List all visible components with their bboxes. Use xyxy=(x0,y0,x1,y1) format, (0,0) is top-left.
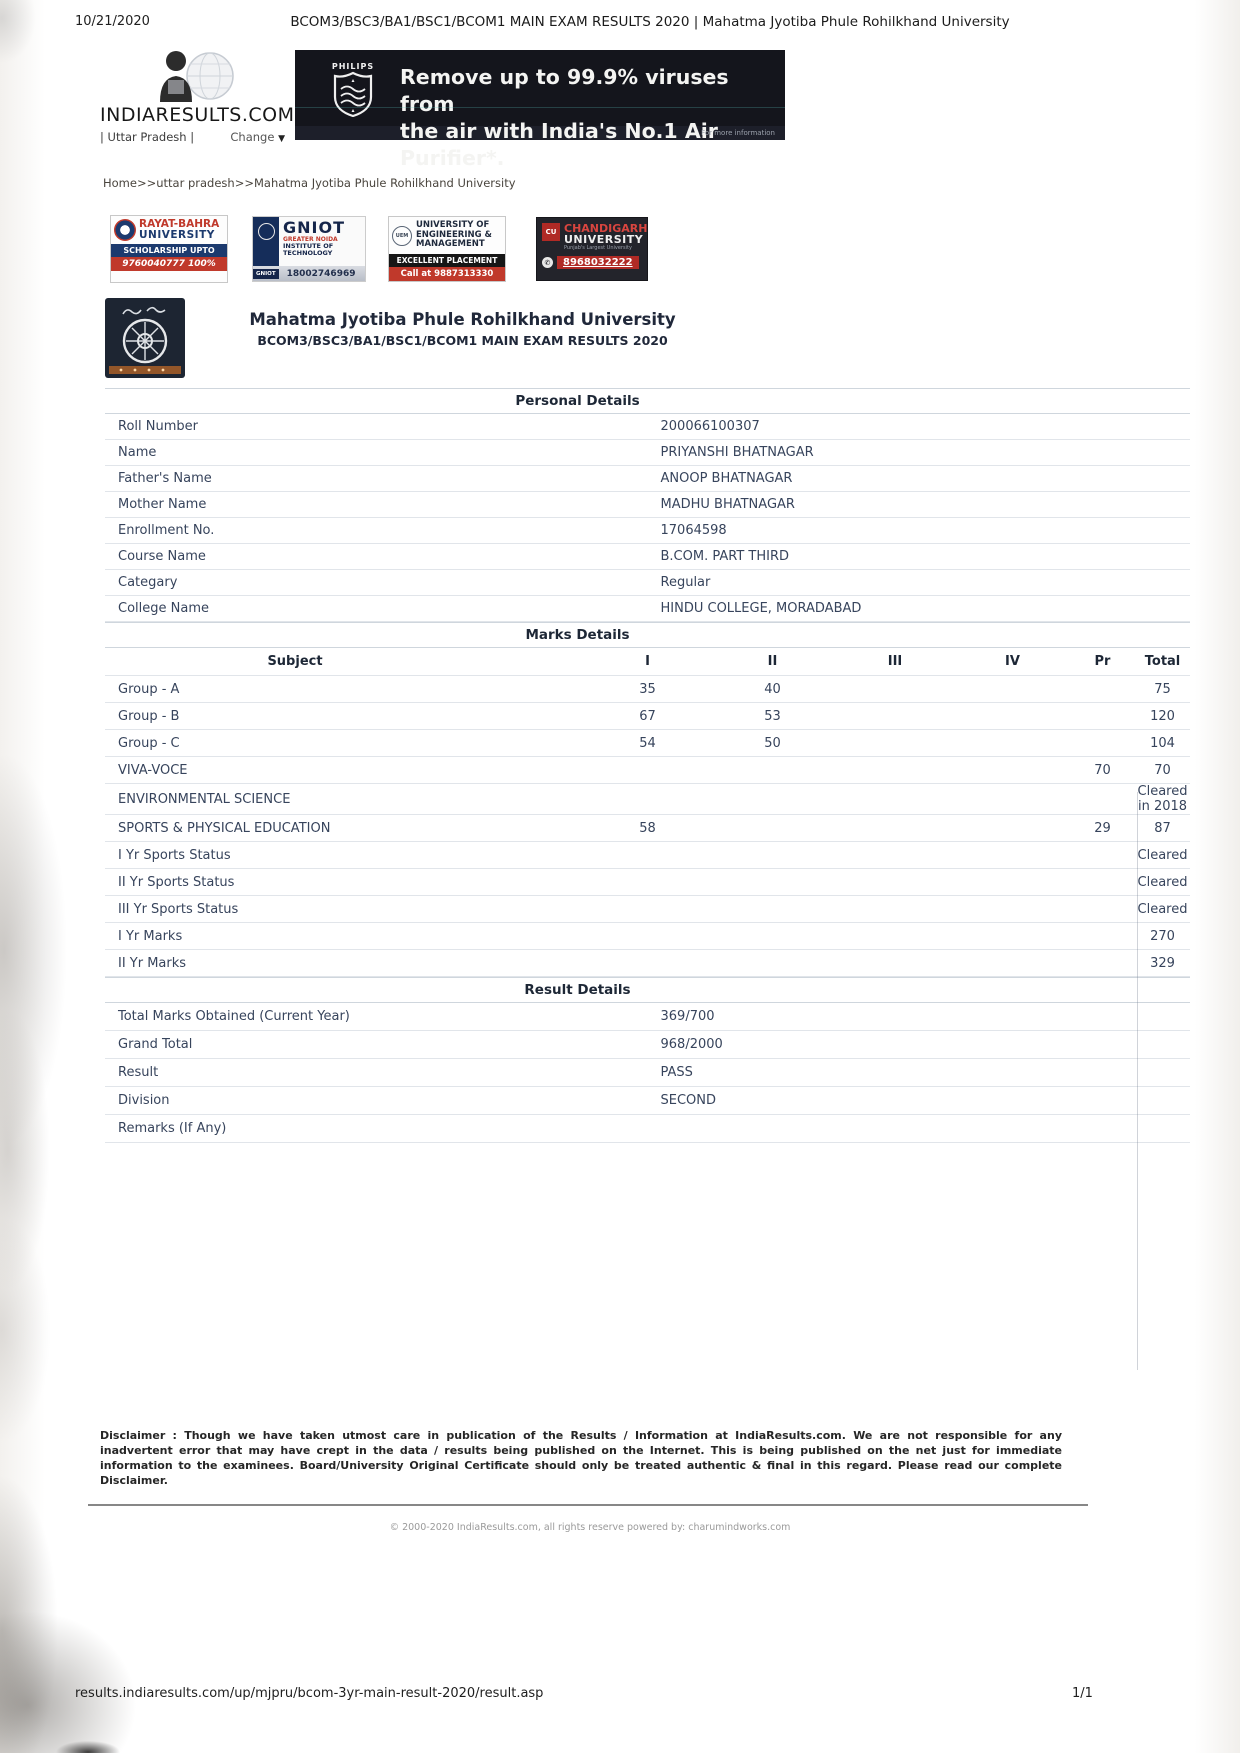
mark-cell xyxy=(1070,896,1135,923)
subject-cell: Group - A xyxy=(118,681,180,697)
marks-row xyxy=(105,950,1190,977)
copyright-text: © 2000-2020 IndiaResults.com, all rights reserve powered by: charumindworks.com xyxy=(389,1522,791,1533)
total-cell: Cleared xyxy=(1137,874,1188,890)
ad-strip-label: EXCELLENT PLACEMENT xyxy=(389,254,505,267)
column-header: III xyxy=(887,654,903,669)
region-change-button[interactable]: Change ▼ xyxy=(230,130,285,144)
total-cell: 120 xyxy=(1150,708,1175,724)
indiaresults-logo xyxy=(100,50,295,144)
marks-details-title: Marks Details xyxy=(525,627,630,643)
ad-tagline: Punjab's Largest University xyxy=(564,245,632,251)
table-row xyxy=(105,544,1190,570)
marks-row xyxy=(105,869,1190,896)
table-row xyxy=(105,466,1190,492)
mark-cell: 40 xyxy=(764,681,781,697)
subject-cell: VIVA-VOCE xyxy=(118,762,188,778)
total-cell: 104 xyxy=(1150,735,1175,751)
row-label: Roll Number xyxy=(118,419,198,434)
mark-cell xyxy=(710,896,835,923)
mark-cell xyxy=(955,950,1070,977)
mark-cell xyxy=(955,676,1070,703)
row-value: SECOND xyxy=(660,1093,717,1108)
subject-cell: II Yr Marks xyxy=(118,955,187,971)
subject-cell: ENVIRONMENTAL SCIENCE xyxy=(118,791,291,807)
table-row xyxy=(105,570,1190,596)
mark-cell xyxy=(1070,842,1135,869)
print-title: BCOM3/BSC3/BA1/BSC1/BCOM1 MAIN EXAM RESULTS 2020 | Mahatma Jyotiba Phule Rohilkhand University xyxy=(290,14,1010,30)
subject-cell: I Yr Sports Status xyxy=(118,847,231,863)
mark-cell xyxy=(955,896,1070,923)
philips-shield-icon xyxy=(333,71,373,117)
subject-cell: SPORTS & PHYSICAL EDUCATION xyxy=(118,820,331,836)
row-label: Division xyxy=(118,1093,170,1108)
mark-cell xyxy=(1070,703,1135,730)
row-label: College Name xyxy=(118,601,209,616)
footer-divider xyxy=(88,1504,1088,1506)
marks-details-table xyxy=(105,622,1190,977)
mark-cell xyxy=(955,842,1070,869)
mark-cell: 35 xyxy=(639,681,656,697)
row-label: Remarks (If Any) xyxy=(118,1121,227,1136)
row-label: Categary xyxy=(118,575,178,590)
subject-cell: II Yr Sports Status xyxy=(118,874,235,890)
mark-cell xyxy=(585,757,710,784)
ad-strip-label: SCHOLARSHIP UPTO xyxy=(111,244,227,257)
marks-row xyxy=(105,815,1190,842)
row-value: 200066100307 xyxy=(660,419,760,434)
mark-cell xyxy=(710,842,835,869)
mark-cell: 29 xyxy=(1094,820,1111,836)
table-row xyxy=(105,518,1190,544)
row-label: Result xyxy=(118,1065,159,1080)
row-value: PASS xyxy=(660,1065,693,1080)
mark-cell xyxy=(955,815,1070,842)
total-cell: 329 xyxy=(1150,955,1175,971)
result-sheet xyxy=(105,388,1190,1143)
mark-cell xyxy=(1070,784,1135,815)
university-logo xyxy=(105,298,185,378)
column-header: I xyxy=(645,654,650,669)
table-row xyxy=(105,596,1190,622)
table-row xyxy=(105,1087,1190,1115)
mark-cell xyxy=(835,869,955,896)
indiaresults-logo-icon xyxy=(138,50,248,102)
indiaresults-logo-text: INDIARESULTS.COM xyxy=(100,104,295,126)
mark-cell xyxy=(955,703,1070,730)
total-cell: 87 xyxy=(1154,820,1171,836)
mark-cell xyxy=(835,730,955,757)
column-header: Total xyxy=(1144,654,1181,669)
total-cell: 75 xyxy=(1154,681,1171,697)
total-cell: Cleared xyxy=(1137,847,1188,863)
mark-cell xyxy=(955,784,1070,815)
uem-logo-icon: UEM xyxy=(392,226,412,246)
philips-ad-banner[interactable] xyxy=(295,50,785,170)
row-value: B.COM. PART THIRD xyxy=(660,549,789,564)
ad-phone: Call at 9887313330 xyxy=(389,267,505,281)
mark-cell xyxy=(710,784,835,815)
marks-header-row xyxy=(105,648,1190,676)
mark-cell xyxy=(710,815,835,842)
column-header: IV xyxy=(1005,654,1020,669)
mark-cell xyxy=(835,923,955,950)
mark-cell xyxy=(1070,869,1135,896)
marks-row xyxy=(105,676,1190,703)
mark-cell xyxy=(1070,676,1135,703)
row-value: PRIYANSHI BHATNAGAR xyxy=(660,445,814,460)
row-label: Course Name xyxy=(118,549,206,564)
phone-icon: ✆ xyxy=(542,257,553,268)
disclaimer-text: Disclaimer : Though we have taken utmost care in publication of the Results / Information at IndiaResults.com. We are not responsible for any inadvertent error that may have crept in the data / results being published on the Internet. This is being published on the net just for immediate information to the examinees. Board/University Original Certificate should only be treated authentic & final in this regard. Please read our complete Disclaimer. xyxy=(100,1429,1062,1487)
row-label: Mother Name xyxy=(118,497,207,512)
mark-cell xyxy=(955,923,1070,950)
footer-url: results.indiaresults.com/up/mjpru/bcom-3yr-main-result-2020/result.asp xyxy=(75,1686,544,1701)
exam-title: BCOM3/BSC3/BA1/BSC1/BCOM1 MAIN EXAM RESULTS 2020 xyxy=(257,333,668,348)
row-value: MADHU BHATNAGAR xyxy=(660,497,795,512)
row-value: 369/700 xyxy=(660,1009,715,1024)
chandigarh-logo-icon: CU xyxy=(542,223,560,241)
mark-cell: 50 xyxy=(764,735,781,751)
mark-cell xyxy=(955,730,1070,757)
personal-details-title: Personal Details xyxy=(515,393,640,409)
marks-row xyxy=(105,842,1190,869)
table-row xyxy=(105,440,1190,466)
scan-artifact-line xyxy=(1137,792,1138,1370)
personal-details-table xyxy=(105,388,1190,622)
chevron-down-icon: ▼ xyxy=(278,134,285,144)
total-cell: 270 xyxy=(1150,928,1175,944)
ad-phone: 9760040777 100% xyxy=(111,257,227,271)
ad-uem[interactable] xyxy=(388,216,506,282)
ad-subtitle: GREATER NOIDA xyxy=(283,236,338,243)
subject-cell: Group - C xyxy=(118,735,180,751)
ad-chandigarh-university[interactable] xyxy=(536,217,648,281)
total-cell: 70 xyxy=(1154,762,1171,778)
row-label: Total Marks Obtained (Current Year) xyxy=(118,1009,350,1024)
ad-gniot[interactable] xyxy=(252,216,366,282)
rayat-bahra-seal-icon xyxy=(114,219,136,241)
mark-cell xyxy=(835,815,955,842)
mark-cell xyxy=(1070,730,1135,757)
mark-cell xyxy=(710,923,835,950)
ad-subtitle: UNIVERSITY xyxy=(139,229,215,241)
table-row xyxy=(105,414,1190,440)
mark-cell xyxy=(585,784,710,815)
mark-cell: 67 xyxy=(639,708,656,724)
ad-title: RAYAT-BAHRA xyxy=(139,218,220,230)
column-header: Pr xyxy=(1094,654,1111,669)
gniot-emblem-icon xyxy=(253,217,279,266)
ad-subtitle2: INSTITUTE OF TECHNOLOGY xyxy=(283,242,334,257)
marks-row xyxy=(105,730,1190,757)
mark-cell xyxy=(835,950,955,977)
print-date: 10/21/2020 xyxy=(75,14,150,29)
row-label: Name xyxy=(118,445,157,460)
result-details-title: Result Details xyxy=(524,982,631,998)
total-cell: Cleared in 2018 xyxy=(1137,784,1188,814)
mark-cell xyxy=(1070,923,1135,950)
marks-row xyxy=(105,923,1190,950)
mark-cell: 54 xyxy=(639,735,656,751)
row-value: 17064598 xyxy=(660,523,727,538)
row-label: Enrollment No. xyxy=(118,523,215,538)
row-label: Grand Total xyxy=(118,1037,193,1052)
subject-cell: III Yr Sports Status xyxy=(118,901,239,917)
subject-cell: Group - B xyxy=(118,708,180,724)
mark-cell xyxy=(710,757,835,784)
page-number: 1/1 xyxy=(1072,1686,1093,1701)
ad-rayat-bahra-university[interactable] xyxy=(110,215,228,283)
breadcrumb[interactable]: Home>>uttar pradesh>>Mahatma Jyotiba Phule Rohilkhand University xyxy=(103,176,516,190)
ad-title: UNIVERSITY OF ENGINEERING & MANAGEMENT xyxy=(416,220,492,250)
column-header: Subject xyxy=(267,654,323,669)
mark-cell xyxy=(835,896,955,923)
row-value: HINDU COLLEGE, MORADABAD xyxy=(660,601,862,616)
ad-headline: Remove up to 99.9% viruses from the air with India's No.1 Air Purifier*. xyxy=(400,65,729,170)
university-name: Mahatma Jyotiba Phule Rohilkhand University xyxy=(249,310,676,329)
philips-logo: PHILIPS xyxy=(327,62,379,121)
subject-cell: I Yr Marks xyxy=(118,928,183,944)
ad-title: GNIOT xyxy=(283,218,345,237)
ad-phone: 8968032222 xyxy=(557,256,639,269)
ad-strip-label: GNIOT xyxy=(253,269,279,279)
marks-row xyxy=(105,784,1190,815)
table-row xyxy=(105,492,1190,518)
mark-cell xyxy=(585,896,710,923)
mark-cell xyxy=(835,784,955,815)
table-row xyxy=(105,1003,1190,1031)
row-value: Regular xyxy=(660,575,711,590)
table-row xyxy=(105,1031,1190,1059)
mark-cell xyxy=(955,869,1070,896)
result-details-table xyxy=(105,977,1190,1143)
mark-cell: 70 xyxy=(1094,762,1111,778)
mark-cell xyxy=(1070,950,1135,977)
mark-cell xyxy=(710,869,835,896)
row-value: ANOOP BHATNAGAR xyxy=(660,471,793,486)
mark-cell: 58 xyxy=(639,820,656,836)
region-label: | Uttar Pradesh | xyxy=(100,130,195,144)
table-row xyxy=(105,1059,1190,1087)
mark-cell xyxy=(585,842,710,869)
marks-row xyxy=(105,757,1190,784)
row-value: 968/2000 xyxy=(660,1037,723,1052)
mark-cell: 53 xyxy=(764,708,781,724)
ad-footnote: For more information xyxy=(701,129,775,137)
row-value xyxy=(648,1115,1191,1143)
row-label: Father's Name xyxy=(118,471,212,486)
mark-cell xyxy=(585,869,710,896)
mark-cell xyxy=(835,676,955,703)
mark-cell xyxy=(585,923,710,950)
mark-cell xyxy=(835,703,955,730)
mark-cell xyxy=(835,757,955,784)
mark-cell xyxy=(585,950,710,977)
marks-row xyxy=(105,896,1190,923)
ad-phone: 18002746969 xyxy=(286,268,356,279)
mark-cell xyxy=(835,842,955,869)
total-cell: Cleared xyxy=(1137,901,1188,917)
table-row xyxy=(105,1115,1190,1143)
ad-subtitle: UNIVERSITY xyxy=(564,233,644,246)
mark-cell xyxy=(710,950,835,977)
mark-cell xyxy=(955,757,1070,784)
marks-row xyxy=(105,703,1190,730)
ad-title: CHANDIGARH xyxy=(564,222,648,235)
column-header: II xyxy=(767,654,778,669)
